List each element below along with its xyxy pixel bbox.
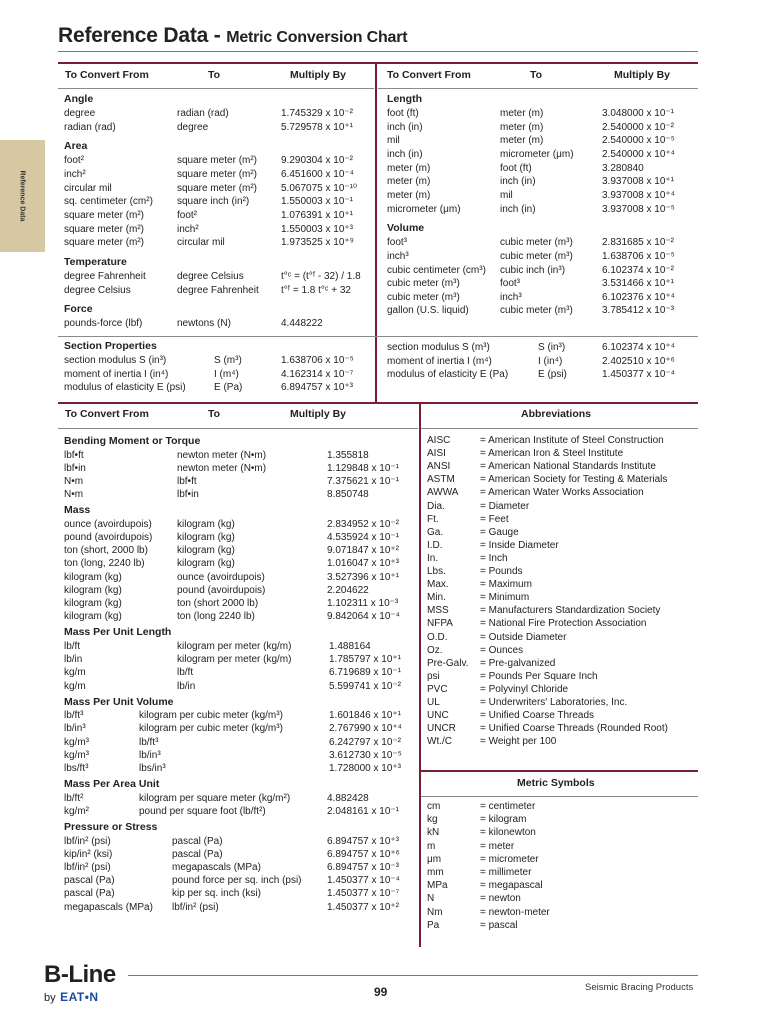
abbreviation: MSS bbox=[427, 605, 449, 617]
abbreviation: UNC bbox=[427, 710, 449, 722]
convert-to: degree Fahrenheit bbox=[177, 284, 259, 296]
abbreviation-meaning: = Pounds bbox=[480, 566, 523, 577]
multiply-by: 1.102311 x 10⁻³ bbox=[327, 598, 399, 609]
b-line-logo bbox=[44, 962, 116, 1006]
section-props-line bbox=[58, 336, 698, 337]
convert-to: micrometer (μm) bbox=[500, 148, 574, 160]
symbol-meaning: = megapascal bbox=[480, 880, 543, 892]
convert-to: kilogram per meter (kg/m) bbox=[177, 654, 292, 666]
multiply-by: 6.242797 x 10⁻² bbox=[329, 736, 401, 748]
abbreviations-title: Abbreviations bbox=[521, 408, 592, 420]
header-line-right bbox=[378, 88, 698, 89]
convert-to: inch (in) bbox=[500, 176, 536, 188]
symbol-meaning: = micrometer bbox=[480, 853, 539, 865]
convert-to: newtons (N) bbox=[177, 318, 231, 330]
convert-from: degree bbox=[64, 108, 96, 119]
convert-to: lbs/in³ bbox=[139, 763, 166, 774]
convert-to: lb/ft bbox=[177, 667, 194, 679]
section-title: Bending Moment or Torque bbox=[64, 435, 201, 447]
convert-from: foot³ bbox=[387, 237, 408, 249]
multiply-by: t°ᶠ = 1.8 t°ᶜ + 32 bbox=[281, 284, 351, 296]
convert-from: kg/m bbox=[64, 667, 86, 679]
symbol-meaning: = meter bbox=[480, 840, 515, 852]
convert-to: cubic inch (in³) bbox=[500, 264, 566, 276]
abbreviation-meaning: = Minimum bbox=[480, 592, 530, 604]
multiply-by: 1.450377 x 10⁻⁴ bbox=[327, 875, 400, 887]
abbreviation: I.D. bbox=[427, 539, 443, 551]
convert-from: sq. centimeter (cm²) bbox=[64, 196, 153, 208]
symbol: kN bbox=[427, 827, 440, 839]
convert-to: inch (in) bbox=[500, 203, 536, 215]
section-title: Area bbox=[64, 140, 88, 153]
symbol: cm bbox=[427, 801, 441, 812]
convert-to: foot (ft) bbox=[500, 162, 532, 174]
multiply-by: 1.450377 x 10⁻⁴ bbox=[602, 369, 675, 380]
convert-from: section modulus S (in³) bbox=[64, 355, 167, 366]
col-header-to: To bbox=[530, 69, 543, 81]
abbreviation-meaning: = Outside Diameter bbox=[480, 631, 567, 643]
multiply-by: 4.448222 bbox=[281, 318, 323, 330]
convert-to: kilogram (kg) bbox=[177, 545, 235, 557]
convert-to: kip per sq. inch (ksi) bbox=[172, 888, 261, 900]
section-title: Mass Per Unit Length bbox=[64, 626, 172, 639]
convert-to: ounce (avoirdupois) bbox=[177, 571, 265, 583]
multiply-by: 1.550003 x 10⁺³ bbox=[281, 223, 353, 235]
multiply-by: 2.540000 x 10⁻² bbox=[602, 121, 674, 133]
convert-from: meter (m) bbox=[387, 189, 431, 201]
convert-from: kip/in² (ksi) bbox=[64, 848, 113, 860]
convert-to: meter (m) bbox=[500, 135, 544, 147]
convert-to: ton (short 2000 lb) bbox=[177, 598, 259, 609]
multiply-by: 4.882428 bbox=[327, 792, 369, 804]
brand-by: by bbox=[44, 992, 56, 1004]
abbreviation-meaning: = Pre-galvanized bbox=[480, 657, 556, 669]
col-header-multiply: Multiply By bbox=[290, 408, 347, 420]
title-sub: Metric Conversion Chart bbox=[226, 29, 408, 46]
col-header-multiply: Multiply By bbox=[614, 69, 671, 81]
convert-from: cubic meter (m³) bbox=[387, 278, 460, 290]
symbol-meaning: = kilonewton bbox=[480, 827, 536, 839]
multiply-by: 5.599741 x 10⁻² bbox=[329, 680, 401, 692]
convert-to: newton meter (N•m) bbox=[177, 449, 267, 461]
multiply-by: 3.937008 x 10⁺¹ bbox=[602, 176, 674, 188]
convert-from: pound (avoirdupois) bbox=[64, 532, 153, 543]
multiply-by: 1.728000 x 10⁺³ bbox=[329, 763, 401, 774]
convert-to: degree bbox=[177, 121, 209, 133]
convert-from: cubic centimeter (cm³) bbox=[387, 264, 486, 276]
multiply-by: 2.831685 x 10⁻² bbox=[602, 237, 674, 249]
convert-to: cubic meter (m³) bbox=[500, 305, 573, 317]
convert-from: square meter (m²) bbox=[64, 237, 145, 249]
footer-product: Seismic Bracing Products bbox=[585, 982, 694, 993]
convert-from: kg/m bbox=[64, 680, 86, 692]
abbreviation: psi bbox=[427, 670, 440, 682]
multiply-by: 6.719689 x 10⁻¹ bbox=[329, 667, 401, 679]
multiply-by: 7.375621 x 10⁻¹ bbox=[327, 475, 399, 487]
abbreviation-meaning: = National Fire Protection Association bbox=[480, 618, 647, 630]
convert-from: degree Celsius bbox=[64, 284, 131, 296]
multiply-by: 6.894757 x 10⁺³ bbox=[281, 382, 353, 393]
multiply-by: 6.894757 x 10⁺³ bbox=[327, 835, 399, 847]
convert-to: lbf/in² (psi) bbox=[172, 901, 219, 913]
multiply-by: 3.612730 x 10⁻⁵ bbox=[329, 749, 402, 761]
abbreviation: Max. bbox=[427, 579, 449, 591]
symbol: m bbox=[427, 840, 436, 852]
side-tab[interactable] bbox=[0, 140, 45, 252]
convert-from: radian (rad) bbox=[64, 121, 116, 133]
col-header-from: To Convert From bbox=[65, 408, 149, 420]
convert-from: inch² bbox=[64, 168, 86, 180]
multiply-by: 1.488164 bbox=[329, 640, 371, 652]
convert-to: degree Celsius bbox=[177, 270, 244, 282]
convert-from: mil bbox=[387, 135, 400, 147]
convert-to: E (Pa) bbox=[214, 382, 243, 393]
section-title: Temperature bbox=[64, 255, 127, 268]
symbol: μm bbox=[427, 853, 442, 865]
convert-from: lbf•in bbox=[64, 462, 86, 474]
abbreviation-meaning: = Unified Coarse Threads bbox=[480, 710, 595, 722]
metric-symbols-title: Metric Symbols bbox=[517, 777, 595, 789]
convert-to: mil bbox=[500, 189, 513, 201]
convert-from: kilogram (kg) bbox=[64, 598, 122, 609]
section-title: Force bbox=[64, 303, 93, 316]
abbreviation-meaning: = American National Standards Institute bbox=[480, 461, 656, 473]
header-line-bottom bbox=[58, 428, 418, 429]
abbreviation-meaning: = Maximum bbox=[480, 579, 532, 591]
symbol-meaning: = millimeter bbox=[480, 867, 532, 878]
convert-from: pascal (Pa) bbox=[64, 875, 115, 887]
convert-from: meter (m) bbox=[387, 176, 431, 188]
col-header-multiply: Multiply By bbox=[290, 69, 347, 81]
convert-to: I (in⁴) bbox=[538, 355, 563, 367]
multiply-by: 1.601846 x 10⁺¹ bbox=[329, 710, 401, 722]
top-divider bbox=[375, 62, 377, 404]
convert-from: kilogram (kg) bbox=[64, 571, 122, 583]
convert-from: gallon (U.S. liquid) bbox=[387, 305, 469, 317]
multiply-by: 6.894757 x 10⁻³ bbox=[327, 862, 399, 873]
abbreviation: In. bbox=[427, 552, 439, 564]
convert-to: kilogram (kg) bbox=[177, 518, 235, 530]
convert-from: micrometer (μm) bbox=[387, 203, 461, 215]
convert-to: meter (m) bbox=[500, 108, 544, 119]
abbreviation-meaning: = Polyvinyl Chloride bbox=[480, 683, 569, 695]
abbreviation-meaning: = American Iron & Steel Institute bbox=[480, 448, 624, 460]
abbreviation: O.D. bbox=[427, 631, 448, 643]
convert-from: ton (short, 2000 lb) bbox=[64, 545, 148, 557]
title-rule bbox=[58, 51, 698, 52]
convert-to: pascal (Pa) bbox=[172, 835, 223, 847]
convert-to: E (psi) bbox=[538, 369, 567, 380]
abbreviation-meaning: = Ounces bbox=[480, 644, 524, 656]
multiply-by: 6.102374 x 10⁺⁴ bbox=[602, 342, 675, 353]
abbreviation: UL bbox=[427, 697, 440, 708]
convert-to: kilogram (kg) bbox=[177, 532, 235, 543]
abbreviation: UNCR bbox=[427, 723, 456, 735]
convert-from: modulus of elasticity E (psi) bbox=[64, 382, 186, 393]
abbreviation: Ft. bbox=[427, 513, 439, 525]
multiply-by: 9.290304 x 10⁻² bbox=[281, 155, 353, 167]
multiply-by: 1.450377 x 10⁺² bbox=[327, 901, 399, 913]
symbol: MPa bbox=[427, 880, 448, 892]
abbreviation-meaning: = Inside Diameter bbox=[480, 539, 559, 551]
symbol-meaning: = newton-meter bbox=[480, 906, 550, 918]
multiply-by: 2.767990 x 10⁺⁴ bbox=[329, 723, 402, 735]
multiply-by: 2.048161 x 10⁻¹ bbox=[327, 805, 399, 817]
convert-from: ounce (avoirdupois) bbox=[64, 518, 152, 530]
col-header-to: To bbox=[208, 69, 221, 81]
convert-to: meter (m) bbox=[500, 121, 544, 133]
section-title: Volume bbox=[387, 222, 425, 235]
convert-to: inch² bbox=[177, 223, 199, 235]
multiply-by: 2.402510 x 10⁺⁶ bbox=[602, 355, 675, 367]
convert-from: square meter (m²) bbox=[64, 209, 145, 221]
section-properties-title: Section Properties bbox=[64, 340, 157, 352]
section-title: Pressure or Stress bbox=[64, 821, 158, 834]
convert-to: I (m⁴) bbox=[214, 368, 239, 380]
abbreviation-meaning: = American Society for Testing & Materials bbox=[480, 474, 668, 486]
abbreviation: Pre-Galv. bbox=[427, 657, 469, 669]
multiply-by: 2.540000 x 10⁺⁴ bbox=[602, 148, 675, 160]
multiply-by: 8.850748 bbox=[327, 489, 369, 501]
convert-to: kilogram per cubic meter (kg/m³) bbox=[139, 723, 283, 735]
convert-to: radian (rad) bbox=[177, 108, 229, 119]
convert-from: kg/m³ bbox=[64, 736, 89, 748]
abbreviation: Oz. bbox=[427, 644, 443, 656]
convert-to: cubic meter (m³) bbox=[500, 250, 573, 262]
convert-to: square inch (in²) bbox=[177, 196, 250, 208]
convert-from: lb/in bbox=[64, 654, 83, 666]
convert-from: lb/ft³ bbox=[64, 710, 84, 722]
multiply-by: 1.638706 x 10⁻⁵ bbox=[602, 250, 675, 262]
multiply-by: 4.162314 x 10⁻⁷ bbox=[281, 368, 354, 380]
abbreviation: AWWA bbox=[427, 487, 459, 499]
convert-to: pascal (Pa) bbox=[172, 848, 223, 860]
abbreviation-meaning: = Manufacturers Standardization Society bbox=[480, 605, 661, 617]
page-title bbox=[58, 24, 407, 48]
abbreviation: AISI bbox=[427, 448, 446, 460]
footer-rule bbox=[128, 975, 698, 976]
convert-from: lbf/in² (psi) bbox=[64, 835, 111, 847]
convert-from: lb/ft bbox=[64, 640, 81, 652]
convert-to: S (m³) bbox=[214, 355, 242, 366]
convert-from: degree Fahrenheit bbox=[64, 270, 146, 282]
symbol-meaning: = centimeter bbox=[480, 801, 536, 812]
convert-to: kilogram (kg) bbox=[177, 558, 235, 570]
convert-to: square meter (m²) bbox=[177, 155, 258, 167]
section-title: Length bbox=[387, 93, 422, 105]
multiply-by: 6.451600 x 10⁻⁴ bbox=[281, 168, 354, 180]
brand-name: B-Line bbox=[44, 961, 116, 988]
convert-from: modulus of elasticity E (Pa) bbox=[387, 369, 509, 380]
abbreviation-meaning: = Inch bbox=[480, 552, 508, 564]
multiply-by: 5.729578 x 10⁺¹ bbox=[281, 121, 353, 133]
multiply-by: 6.102374 x 10⁻² bbox=[602, 264, 674, 276]
middle-rule bbox=[58, 402, 698, 404]
symbols-rule bbox=[421, 770, 698, 772]
convert-from: moment of inertia I (in⁴) bbox=[64, 368, 169, 380]
col-header-to: To bbox=[208, 408, 221, 420]
convert-from: inch³ bbox=[387, 250, 409, 262]
convert-to: lb/ft³ bbox=[139, 736, 159, 748]
multiply-by: 2.204622 bbox=[327, 584, 369, 596]
convert-from: square meter (m²) bbox=[64, 223, 145, 235]
multiply-by: 2.834952 x 10⁻² bbox=[327, 518, 399, 530]
multiply-by: 1.745329 x 10⁻² bbox=[281, 108, 353, 119]
convert-from: lbs/ft³ bbox=[64, 763, 89, 774]
abbreviation-meaning: = American Institute of Steel Construction bbox=[480, 435, 664, 446]
section-title: Mass bbox=[64, 504, 91, 517]
convert-to: inch³ bbox=[500, 291, 522, 303]
col-header-from: To Convert From bbox=[65, 69, 149, 81]
convert-from: lbf/in² (psi) bbox=[64, 862, 111, 873]
section-title: Angle bbox=[64, 93, 94, 105]
convert-from: kilogram (kg) bbox=[64, 611, 122, 623]
convert-to: circular mil bbox=[177, 237, 225, 249]
symbol: mm bbox=[427, 867, 444, 878]
multiply-by: 1.450377 x 10⁻⁷ bbox=[327, 888, 400, 900]
multiply-by: 3.785412 x 10⁻³ bbox=[602, 305, 674, 317]
abbreviation-meaning: = Underwriters' Laboratories, Inc. bbox=[480, 697, 628, 708]
multiply-by: 1.076391 x 10⁺¹ bbox=[281, 209, 353, 221]
side-tab-label: Reference Data bbox=[18, 170, 26, 222]
multiply-by: 9.071847 x 10⁺² bbox=[327, 545, 399, 557]
symbol-meaning: = kilogram bbox=[480, 814, 527, 826]
multiply-by: t°ᶜ = (t°ᶠ - 32) / 1.8 bbox=[281, 270, 361, 282]
convert-from: lbf•ft bbox=[64, 449, 84, 461]
multiply-by: 1.355818 bbox=[327, 449, 369, 461]
bottom-divider bbox=[419, 402, 421, 947]
convert-to: ton (long 2240 lb) bbox=[177, 611, 255, 623]
convert-to: lb/in³ bbox=[139, 749, 161, 761]
multiply-by: 1.638706 x 10⁻⁵ bbox=[281, 355, 354, 366]
abbreviation: NFPA bbox=[427, 618, 453, 630]
multiply-by: 4.535924 x 10⁻¹ bbox=[327, 532, 399, 543]
convert-from: N•m bbox=[64, 489, 84, 501]
abbreviation: AISC bbox=[427, 435, 451, 446]
convert-to: square meter (m²) bbox=[177, 182, 258, 194]
convert-to: megapascals (MPa) bbox=[172, 862, 261, 873]
convert-to: pound (avoirdupois) bbox=[177, 584, 266, 596]
multiply-by: 3.937008 x 10⁻⁵ bbox=[602, 203, 675, 215]
abbreviation-meaning: = Feet bbox=[480, 513, 509, 525]
multiply-by: 3.531466 x 10⁺¹ bbox=[602, 278, 674, 290]
multiply-by: 6.102376 x 10⁺⁴ bbox=[602, 291, 675, 303]
header-line-left bbox=[58, 88, 374, 89]
convert-to: lb/in bbox=[177, 680, 196, 692]
abbreviation: Min. bbox=[427, 592, 446, 604]
convert-from: ton (long, 2240 lb) bbox=[64, 558, 145, 570]
convert-from: pascal (Pa) bbox=[64, 888, 115, 900]
multiply-by: 3.937008 x 10⁺⁴ bbox=[602, 189, 675, 201]
convert-to: lbf•ft bbox=[177, 475, 197, 487]
section-title: Mass Per Area Unit bbox=[64, 778, 160, 791]
abbreviation: Ga. bbox=[427, 526, 444, 538]
abbr-header-line bbox=[421, 428, 698, 429]
symbol: Pa bbox=[427, 919, 440, 931]
multiply-by: 3.280840 bbox=[602, 162, 644, 174]
multiply-by: 9.842064 x 10⁻⁴ bbox=[327, 611, 400, 623]
symbol: Nm bbox=[427, 906, 443, 918]
abbreviation: Lbs. bbox=[427, 566, 446, 577]
title-main: Reference Data - bbox=[58, 24, 221, 47]
convert-from: kg/m³ bbox=[64, 749, 89, 761]
convert-from: megapascals (MPa) bbox=[64, 901, 153, 913]
convert-to: kilogram per cubic meter (kg/m³) bbox=[139, 710, 283, 722]
convert-from: foot² bbox=[64, 155, 85, 167]
convert-from: inch (in) bbox=[387, 148, 423, 160]
symbols-header-line bbox=[421, 796, 698, 797]
top-rule bbox=[58, 62, 698, 64]
multiply-by: 6.894757 x 10⁺⁶ bbox=[327, 848, 400, 860]
convert-from: section modulus S (m³) bbox=[387, 342, 490, 353]
convert-from: pounds-force (lbf) bbox=[64, 318, 143, 330]
convert-from: circular mil bbox=[64, 182, 112, 194]
convert-to: newton meter (N•m) bbox=[177, 462, 267, 474]
convert-from: inch (in) bbox=[387, 121, 423, 133]
multiply-by: 2.540000 x 10⁻⁵ bbox=[602, 135, 675, 147]
convert-to: cubic meter (m³) bbox=[500, 237, 573, 249]
symbol: kg bbox=[427, 814, 438, 826]
abbreviation-meaning: = Diameter bbox=[480, 500, 530, 512]
abbreviation: Dia. bbox=[427, 500, 445, 512]
multiply-by: 3.527396 x 10⁺¹ bbox=[327, 571, 399, 583]
convert-to: square meter (m²) bbox=[177, 168, 258, 180]
convert-from: meter (m) bbox=[387, 162, 431, 174]
abbreviation-meaning: = Unified Coarse Threads (Rounded Root) bbox=[480, 723, 668, 735]
section-title: Mass Per Unit Volume bbox=[64, 695, 174, 708]
convert-from: lb/ft² bbox=[64, 792, 84, 804]
convert-to: foot³ bbox=[500, 278, 521, 290]
convert-to: S (in³) bbox=[538, 342, 566, 353]
convert-from: kg/m² bbox=[64, 805, 89, 817]
abbreviation-meaning: = Weight per 100 bbox=[480, 736, 557, 748]
abbreviation-meaning: = Pounds Per Square Inch bbox=[480, 670, 598, 682]
abbreviation-meaning: = American Water Works Association bbox=[480, 487, 644, 499]
multiply-by: 1.550003 x 10⁻¹ bbox=[281, 196, 353, 208]
page-number: 99 bbox=[374, 985, 388, 999]
multiply-by: 1.785797 x 10⁺¹ bbox=[329, 654, 401, 666]
convert-from: kilogram (kg) bbox=[64, 584, 122, 596]
convert-to: foot² bbox=[177, 209, 198, 221]
multiply-by: 3.048000 x 10⁻¹ bbox=[602, 108, 674, 119]
multiply-by: 1.016047 x 10⁺³ bbox=[327, 558, 399, 570]
convert-from: lb/in³ bbox=[64, 723, 86, 735]
abbreviation: Wt./C bbox=[427, 736, 452, 748]
symbol: N bbox=[427, 893, 435, 905]
multiply-by: 1.973525 x 10⁺⁹ bbox=[281, 237, 354, 249]
abbreviation-meaning: = Gauge bbox=[480, 526, 519, 538]
convert-from: cubic meter (m³) bbox=[387, 291, 460, 303]
abbreviation: ASTM bbox=[427, 474, 455, 486]
multiply-by: 5.067075 x 10⁻¹⁰ bbox=[281, 182, 358, 194]
eaton-logo: EAT•N bbox=[60, 990, 99, 1004]
multiply-by: 1.129848 x 10⁻¹ bbox=[327, 462, 399, 474]
convert-from: foot (ft) bbox=[387, 108, 419, 119]
convert-to: pound force per sq. inch (psi) bbox=[172, 875, 302, 887]
convert-from: moment of inertia I (m⁴) bbox=[387, 355, 492, 367]
convert-from: N•m bbox=[64, 475, 84, 487]
convert-to: kilogram per square meter (kg/m²) bbox=[139, 792, 291, 804]
symbol-meaning: = newton bbox=[480, 893, 521, 905]
convert-to: pound per square foot (lb/ft²) bbox=[139, 805, 266, 817]
convert-to: kilogram per meter (kg/m) bbox=[177, 640, 292, 652]
abbreviation: ANSI bbox=[427, 461, 451, 473]
col-header-from: To Convert From bbox=[387, 69, 471, 81]
symbol-meaning: = pascal bbox=[480, 919, 518, 931]
convert-to: lbf•in bbox=[177, 489, 199, 501]
abbreviation: PVC bbox=[427, 683, 448, 695]
